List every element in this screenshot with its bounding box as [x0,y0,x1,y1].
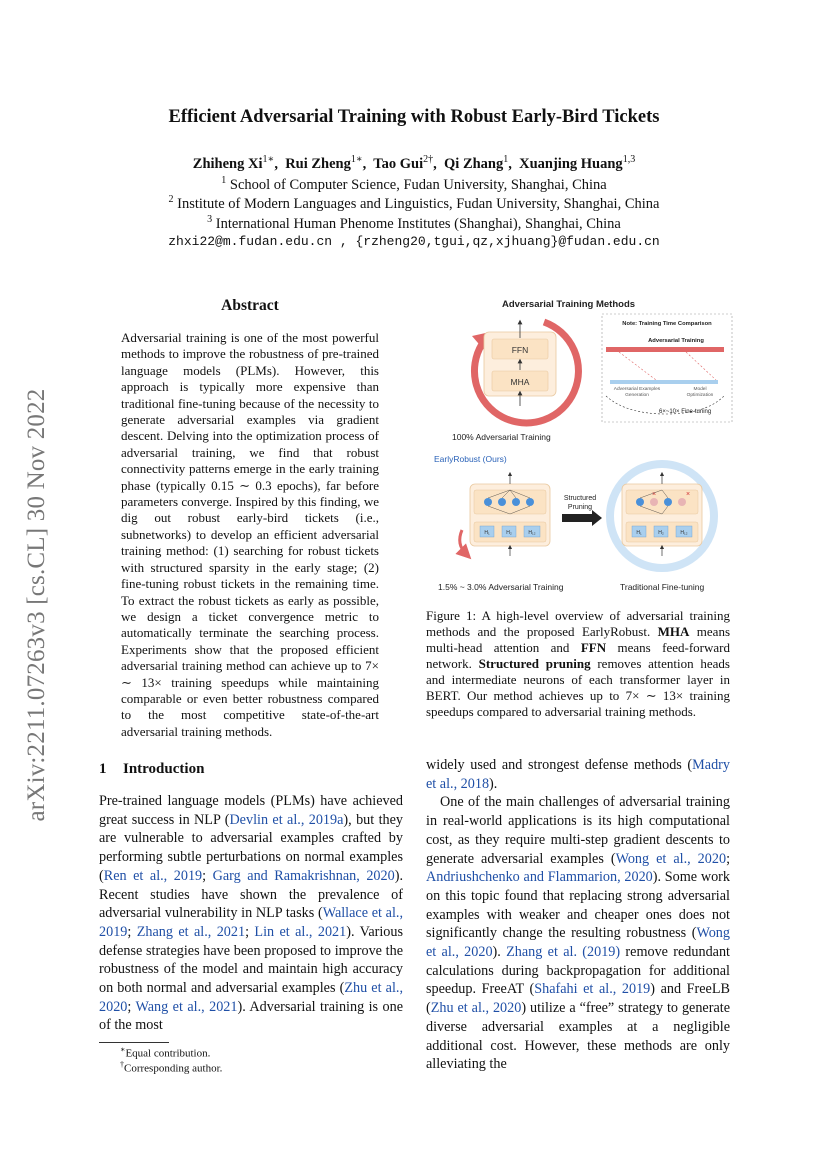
text-run: ; [245,923,255,940]
pruning-arrow [562,510,602,526]
text-run: Pre-trained language models (PLMs) have achieved great success in NLP ( [99,793,403,828]
ffn-neuron [498,498,506,506]
figure-1 [426,292,736,598]
citation-link[interactable]: Wallace et al., 2019 [99,905,403,940]
text-run: ; [127,998,136,1015]
text-run: ), but they are vulnerable to adversarial examples crafted by performing subtle perturbations on normal examples ( [99,811,403,884]
text-run: ; [726,850,731,867]
section-title: Introduction [123,761,205,777]
citation-link[interactable]: Ren et al., 2019 [103,867,203,884]
ours-label: EarlyRobust (Ours) [434,454,507,464]
bold-term: MHA [657,624,690,639]
intro-paragraph [426,793,730,1074]
citation-link[interactable]: Zhu et al., 2020 [99,980,403,1015]
author: Qi Zhang$^1$ [444,154,509,172]
citation-link[interactable]: Andriushchenko and Flammarion, 2020 [426,869,653,886]
citation-link[interactable]: Wang et al., 2021 [135,998,238,1015]
head-label: H₁ [636,530,642,536]
pruned-neuron [678,498,686,506]
citation-link[interactable]: Zhu et al., 2020 [430,1000,522,1017]
text-run: ). Some work on this topic found that replacing strong adversarial examples with weaker and cheaper ones does not significantly change the resulting robustness ( [426,869,730,942]
text-run: ). Various defense strategies have been proposed to improve the robustness of the model and maintain high accuracy on both normal and adversarial examples ( [99,923,403,997]
footnote-corresponding: †Corresponding author. [120,1060,223,1075]
ffn-neuron [512,498,520,506]
author: Zhiheng $Xi^{1∗}$ [192,154,275,172]
bold-term: FFN [580,640,607,655]
citation-link[interactable]: Wong et al., 2020 [615,850,727,867]
arxiv-identifier [8,360,66,850]
note-optimization-label: Model [693,387,707,392]
text-run: ) utilize a “free” strategy to generate diverse adversarial examples at a negligible additional cost. However, these methods are only alleviating the [426,1000,730,1073]
pruning-label-2: Pruning [567,504,593,511]
author: Rui Zheng$^{1∗}$ [285,154,363,172]
text-run: One of the main challenges of adversarial training in real-world applications is its high computational cost, as they require multi-step gradient descents to generate adversarial examples ( [426,794,730,867]
citation-link[interactable]: Zhang et al. (2019) [506,944,621,961]
note-title: Note: Training Time Comparison [622,321,712,327]
text-run: ). Recent studies have shown the prevalence of adversarial vulnerability in NLP tasks ( [99,867,403,922]
text-run: Figure 1: A high-level overview of adversarial training methods and the proposed EarlyRobust. [426,608,730,639]
citation-link[interactable]: Devlin et al., 2019a [229,811,344,828]
citation-link[interactable]: Wong et al., 2020 [426,925,730,961]
note-generation-label: Adversarial Examples [613,387,661,392]
note-optimization-label-2: Optimization [686,393,714,398]
section-heading [99,761,204,778]
ffn-neuron [526,498,534,506]
intro-left-column [99,792,403,1035]
prune-mark: × [651,491,657,498]
author: Xuanjing Huang$^{1,3}$ [519,154,636,172]
head-label: H₁ [484,530,490,536]
affiliation-1: $^1$ School of Computer Science, Fudan University, Shanghai, China [221,175,607,193]
affiliation-2: $^2$ Institute of Modern Languages and Linguistics, Fudan University, Shanghai, China [168,194,660,212]
ffn-neuron [484,498,492,506]
pruning-label: Structured [563,495,597,502]
abstract-heading: Abstract [221,297,279,314]
intro-right-column [426,756,730,1074]
ffn-neuron [664,498,672,506]
full-adversarial-label: 100% Adversarial Training [452,432,551,442]
pruned-neuron [650,498,658,506]
text-run: ). [492,944,507,961]
head-label: H₂ [506,530,512,536]
author-emails: zhxi22@m.fudan.edu.cn , {rzheng20,tgui,qz,xjhuang}@fudan.edu.cn [168,234,660,249]
ffn-neuron [636,498,644,506]
prune-mark: × [685,491,691,498]
text-run: ). [489,775,498,792]
affiliation-3: $^3$ International Human Phenome Institutes (Shanghai), Shanghai, China [207,214,621,232]
abstract-text: Adversarial training is one of the most powerful methods to improve the robustness of pre-trained language models (PLMs). However, this approach is typically more expensive than traditional fine-tuning because of the necessity to generate adversarial examples via gradient descent. Delving into the optimization process of adversarial training, we find that robust connectivity patterns emerge in the early training phase (typically 0.15 ∼ 0.3 epochs), far before parameters converge. Inspired by this finding, we dig out robust early-bird tickets (i.e., subnetworks) to develop an efficient adversarial training method: (1) searching for robust tickets with structured sparsity in the early stage; (2) fine-tuning robust tickets in the remaining time. To extract the robust tickets as early as possible, we design a ticket convergence metric to automatically terminate the searching process. Experiments show that the proposed efficient adversarial training method can achieve up to 7× ∼ 13× training speedups while maintaining comparable or even better robustness compared to the most competitive state-of-the-art adversarial training methods. [121,330,379,739]
note-adversarial-label: Adversarial Training [648,338,704,344]
bold-term: Structured pruning [478,656,591,671]
intro-paragraph-continued [426,756,730,793]
head-label: H₁₂ [680,530,688,536]
section-number: 1 [99,761,107,777]
adversarial-time-bar [606,347,724,352]
head-label: H₁₂ [528,530,536,536]
head-label: H₂ [658,530,664,536]
author: Tao Gui$^{2\dagger}$ [373,154,434,172]
intro-paragraph [99,792,403,1035]
note-box [602,314,732,422]
figure-1-diagram [426,292,736,598]
text-run: ; [127,923,137,940]
citation-link[interactable]: Madry et al., 2018 [426,757,730,792]
text-run: means multi-head attention and [426,624,730,655]
paper-title: Efficient Adversarial Training with Robust Early-Bird Tickets [168,107,660,127]
finetune-label: Traditional Fine-tuning [620,582,705,592]
citation-link[interactable]: Garg and Ramakrishnan, 2020 [212,867,395,884]
generation-time-bar [610,380,718,384]
note-generation-label-2: Generation [625,393,649,398]
text-run: ; [202,867,213,884]
footnote-rule [99,1042,169,1043]
ffn-label: FFN [511,345,529,355]
figure-top-title: Adversarial Training Methods [502,299,636,310]
arxiv-identifier-text: arXiv:2211.07263v3 [cs.CL] 30 Nov 2022 [23,388,50,822]
footnote-equal: ∗Equal contribution. [120,1045,211,1060]
mha-label: MHA [510,377,530,387]
text-run: ) and FreeLB ( [426,981,730,1017]
text-run: remove redundant calculations during backpropagation for additional speedup. FreeAT ( [426,944,730,998]
citation-link[interactable]: Lin et al., 2021 [254,923,347,940]
text-run: widely used and strongest defense methods ( [426,757,693,773]
figure-caption [426,608,730,720]
short-adversarial-arrow [460,530,466,554]
text-run: removes attention heads and intermediate neurons of each transformer layer in BERT. Our method achieves up to 7× ∼ 13× training speedups compared to adversarial training methods. [426,656,730,719]
text-run: ). Adversarial training is one of the most [99,998,403,1034]
short-adversarial-label: 1.5% ~ 3.0% Adversarial Training [438,582,564,592]
author-list: Zhiheng $Xi^{1∗}$, Rui Zheng$^{1∗}$, Tao Gui$^{2\dagger}$, Qi Zhang$^1$, Xuanjing Huang$^{1,3}$ [192,154,636,172]
note-ratio-label: 6×~10× Fine-tuning [659,409,712,415]
text-run: means feed-forward network. [426,640,730,671]
citation-link[interactable]: Shafahi et al., 2019 [534,981,651,998]
citation-link[interactable]: Zhang et al., 2021 [136,923,246,940]
